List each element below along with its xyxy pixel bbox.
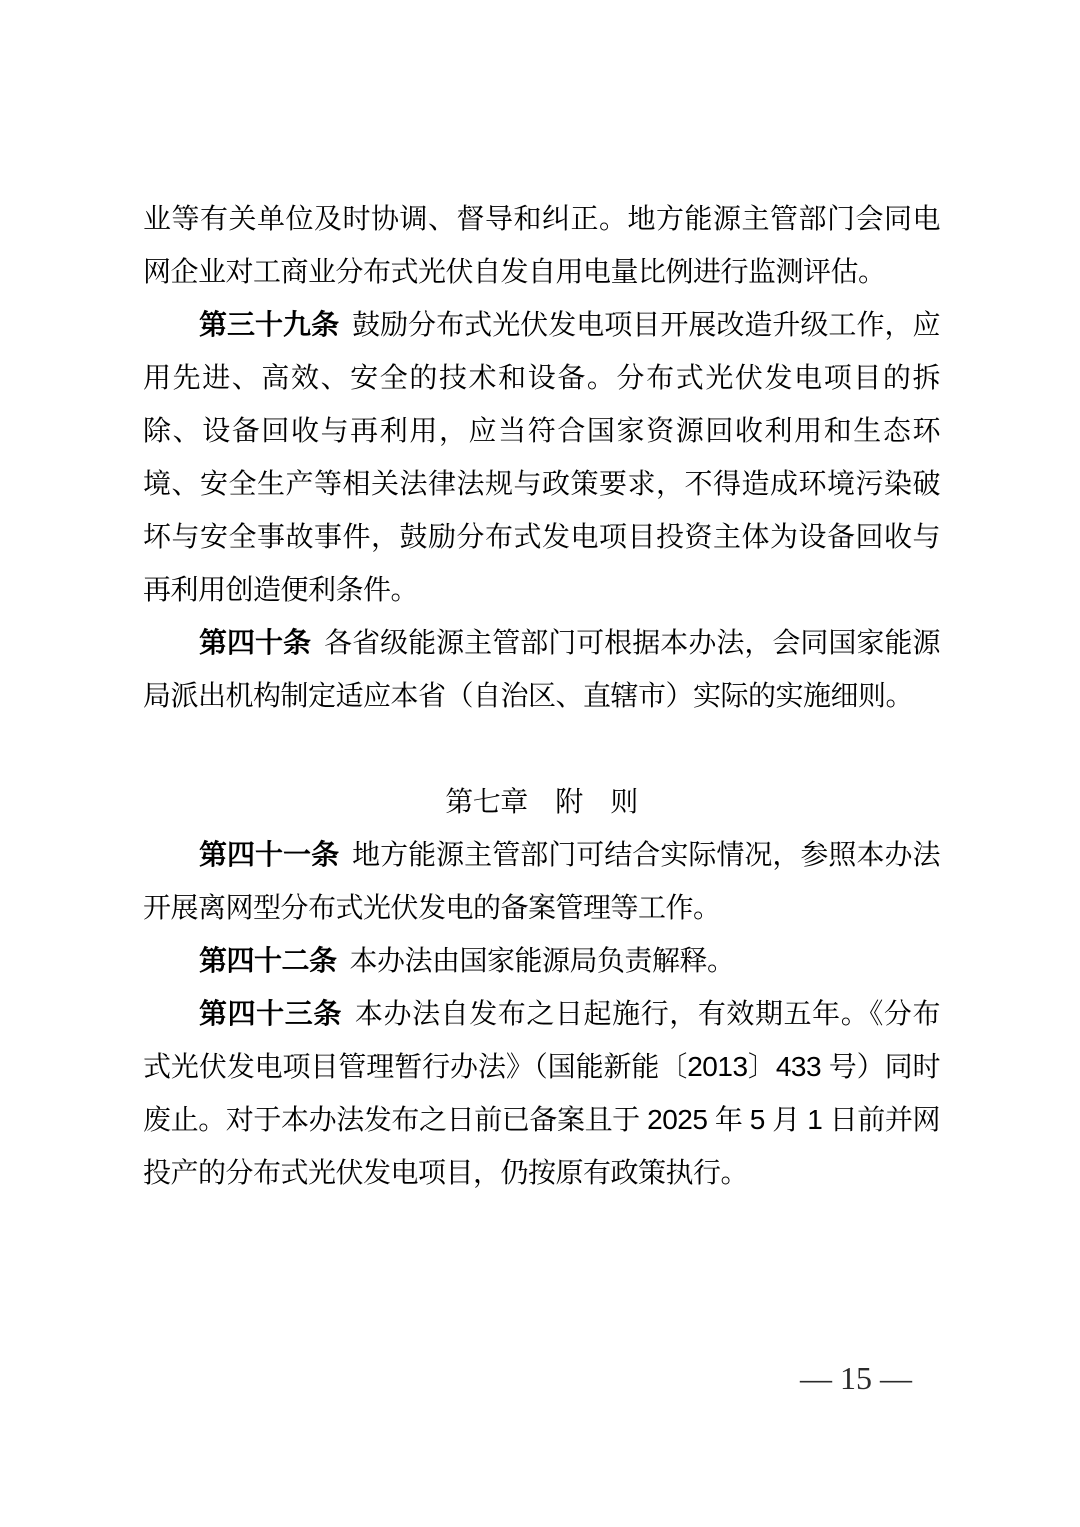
paragraph-continuation-text: 业等有关单位及时协调、督导和纠正。地方能源主管部门会同电网企业对工商业分布式光伏自发自用电量比例进行监测评估。: [143, 203, 940, 287]
article-41-text: 地方能源主管部门可结合实际情况，参照本办法开展离网型分布式光伏发电的备案管理等工作。: [143, 839, 940, 923]
article-43-text: 本办法自发布之日起施行，有效期五年。《分布式光伏发电项目管理暂行办法》（国能新能〔2013〕433 号）同时废止。对于本办法发布之日前已备案且于 2025 年 5 月 1 日前并网投产的分布式光伏发电项目，仍按原有政策执行。: [143, 998, 940, 1188]
paragraph-article-43: [143, 987, 940, 1199]
chapter-heading: 第七章 附 则: [445, 786, 638, 817]
page-number: [800, 1360, 912, 1396]
article-42-text: 本办法由国家能源局负责解释。: [349, 945, 735, 976]
paragraph-article-41: [143, 828, 940, 934]
paragraph-article-42: [143, 934, 940, 987]
article-39-number: 第三十九条: [199, 309, 340, 340]
page-number-text: — 15 —: [800, 1360, 912, 1396]
paragraph-article-40: [143, 616, 940, 722]
article-40-text: 各省级能源主管部门可根据本办法，会同国家能源局派出机构制定适应本省（自治区、直辖市）实际的实施细则。: [143, 627, 940, 711]
paragraph-article-39: [143, 298, 940, 616]
article-41-number: 第四十一条: [199, 839, 340, 870]
article-39-text: 鼓励分布式光伏发电项目开展改造升级工作，应用先进、高效、安全的技术和设备。分布式光伏发电项目的拆除、设备回收与再利用，应当符合国家资源回收利用和生态环境、安全生产等相关法律法规与政策要求，不得造成环境污染破坏与安全事故事件，鼓励分布式发电项目投资主体为设备回收与再利用创造便利条件。: [143, 309, 940, 605]
article-40-number: 第四十条: [199, 627, 312, 658]
article-42-number: 第四十二条: [199, 945, 337, 976]
document-body: [143, 192, 940, 1199]
paragraph-continuation: [143, 192, 940, 298]
article-43-number: 第四十三条: [199, 998, 342, 1029]
